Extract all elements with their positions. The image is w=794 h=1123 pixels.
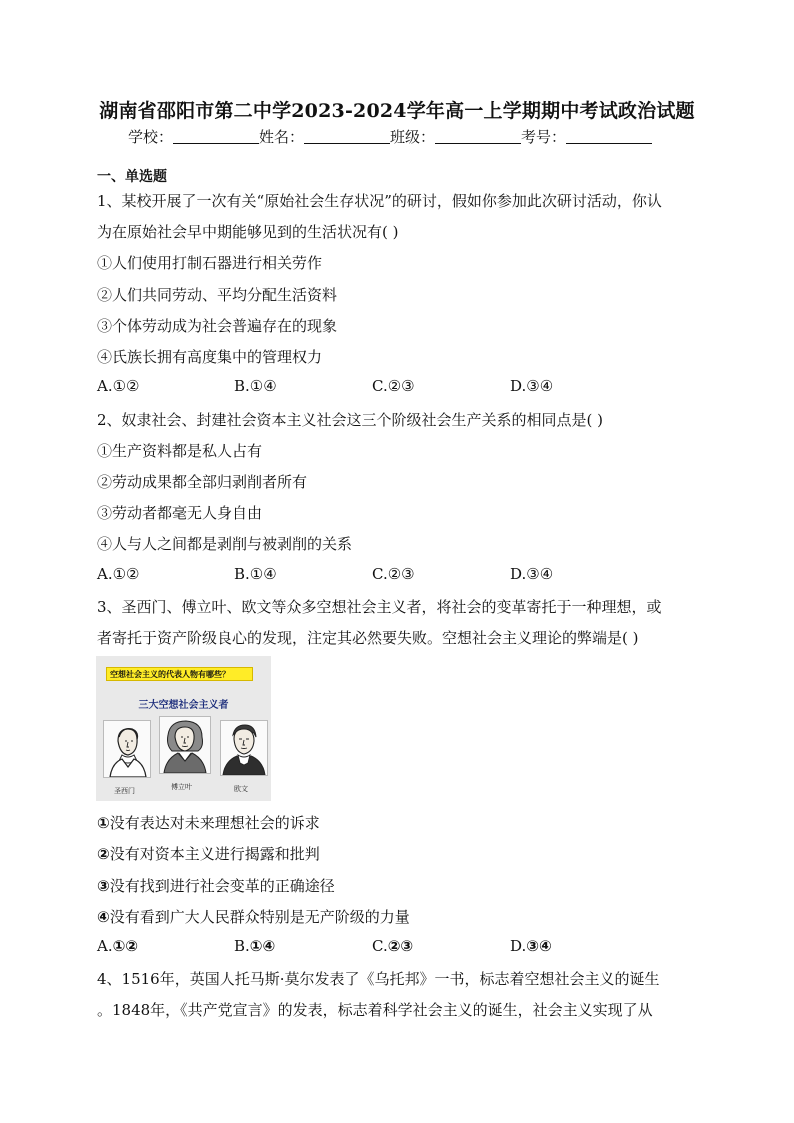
q3-item-2-number: ② (97, 845, 110, 863)
owen-portrait (220, 720, 268, 776)
q3-item-4-text: 没有看到广大人民群众特别是无产阶级的力量 (109, 908, 410, 926)
q1-item-2: ②人们共同劳动、平均分配生活资料 (97, 286, 338, 304)
class-label: 班级： (390, 128, 436, 146)
q2-item-2: ②劳动成果都全部归剥削者所有 (97, 473, 308, 491)
q3-option-a-letter: A. (97, 937, 113, 955)
q3-option-b-letter: B. (234, 937, 250, 955)
q2-option-a[interactable]: A.①② (97, 565, 140, 583)
figure-banner: 空想社会主义的代表人物有哪些？ (106, 667, 253, 681)
q3-item-4 (97, 906, 410, 927)
q3-item-3-number: ③ (97, 877, 110, 895)
exam-title: 湖南省邵阳市第二中学2023-2024学年高一上学期期中考试政治试题 (99, 100, 695, 122)
section-heading: 一、单选题 (97, 169, 167, 185)
q3-option-d-nums: ③④ (526, 937, 552, 955)
q1-option-c[interactable]: C.②③ (372, 377, 415, 395)
q3-option-d[interactable] (510, 937, 552, 955)
q3-item-4-number: ④ (97, 908, 110, 926)
q3-item-3-text: 没有找到进行社会变革的正确途径 (109, 877, 335, 895)
exam-number-label: 考号： (521, 128, 567, 146)
owen-name: 欧文 (234, 785, 248, 793)
saint-simon-name: 圣西门 (114, 787, 135, 795)
q2-stem-line1: 2、奴隶社会、封建社会资本主义社会这三个阶级社会生产关系的相同点是( ) (97, 411, 604, 429)
figure-heading: 三大空想社会主义者 (138, 700, 229, 711)
q2-item-3: ③劳动者都毫无人身自由 (97, 504, 263, 522)
q1-stem-line2: 为在原始社会早中期能够见到的生活状况有( ) (97, 223, 399, 241)
q2-option-c[interactable]: C.②③ (372, 565, 415, 583)
q3-option-a-nums: ①② (112, 937, 139, 955)
exam-number-blank[interactable] (566, 129, 652, 144)
q1-option-a[interactable]: A.①② (97, 377, 140, 395)
q3-option-a[interactable] (97, 937, 138, 955)
q3-item-3 (97, 875, 335, 896)
q3-option-c-letter: C. (372, 937, 388, 955)
school-label: 学校： (128, 128, 174, 146)
q4-stem-line1: 4、1516年，英国人托马斯·莫尔发表了《乌托邦》一书，标志着空想社会主义的诞生 (97, 970, 660, 988)
q3-option-c[interactable] (372, 937, 413, 955)
school-blank[interactable] (173, 129, 259, 144)
q2-item-4: ④人与人之间都是剥削与被剥削的关系 (97, 535, 353, 553)
q1-option-b[interactable]: B.①④ (234, 377, 277, 395)
utopian-socialists-figure (96, 656, 271, 801)
q2-option-b[interactable]: B.①④ (234, 565, 277, 583)
q3-option-c-nums: ②③ (387, 937, 414, 955)
q1-item-1: ①人们使用打制石器进行相关劳作 (97, 254, 323, 272)
name-blank[interactable] (304, 129, 390, 144)
q3-option-b-nums: ①④ (249, 937, 276, 955)
student-info-line (128, 126, 652, 147)
q1-item-3: ③个体劳动成为社会普遍存在的现象 (97, 317, 338, 335)
q2-option-d[interactable]: D.③④ (510, 565, 554, 583)
q3-item-2 (97, 843, 320, 864)
class-blank[interactable] (435, 129, 521, 144)
q3-item-2-text: 没有对资本主义进行揭露和批判 (109, 845, 320, 863)
q2-item-1: ①生产资料都是私人占有 (97, 442, 263, 460)
q3-item-1-text: 没有表达对未来理想社会的诉求 (109, 814, 320, 832)
q1-option-d[interactable]: D.③④ (510, 377, 554, 395)
fourier-portrait (159, 716, 211, 774)
fourier-name: 傅立叶 (171, 783, 192, 791)
q4-stem-line2: 。1848年，《共产党宣言》的发表，标志着科学社会主义的诞生，社会主义实现了从 (97, 1001, 653, 1019)
q1-stem-line1: 1、某校开展了一次有关“原始社会生存状况”的研讨，假如你参加此次研讨活动，你认 (97, 192, 662, 210)
q3-item-1-number: ① (97, 814, 110, 832)
q1-item-4: ④氏族长拥有高度集中的管理权力 (97, 348, 323, 366)
q3-stem-line2: 者寄托于资产阶级良心的发现，注定其必然要失败。空想社会主义理论的弊端是( ) (97, 629, 639, 647)
q3-stem-line1: 3、圣西门、傅立叶、欧文等众多空想社会主义者，将社会的变革寄托于一种理想，或 (97, 598, 662, 616)
saint-simon-portrait (103, 720, 151, 778)
q3-item-1 (97, 812, 320, 833)
q3-option-d-letter: D. (510, 937, 527, 955)
q3-option-b[interactable] (234, 937, 275, 955)
name-label: 姓名： (259, 128, 305, 146)
